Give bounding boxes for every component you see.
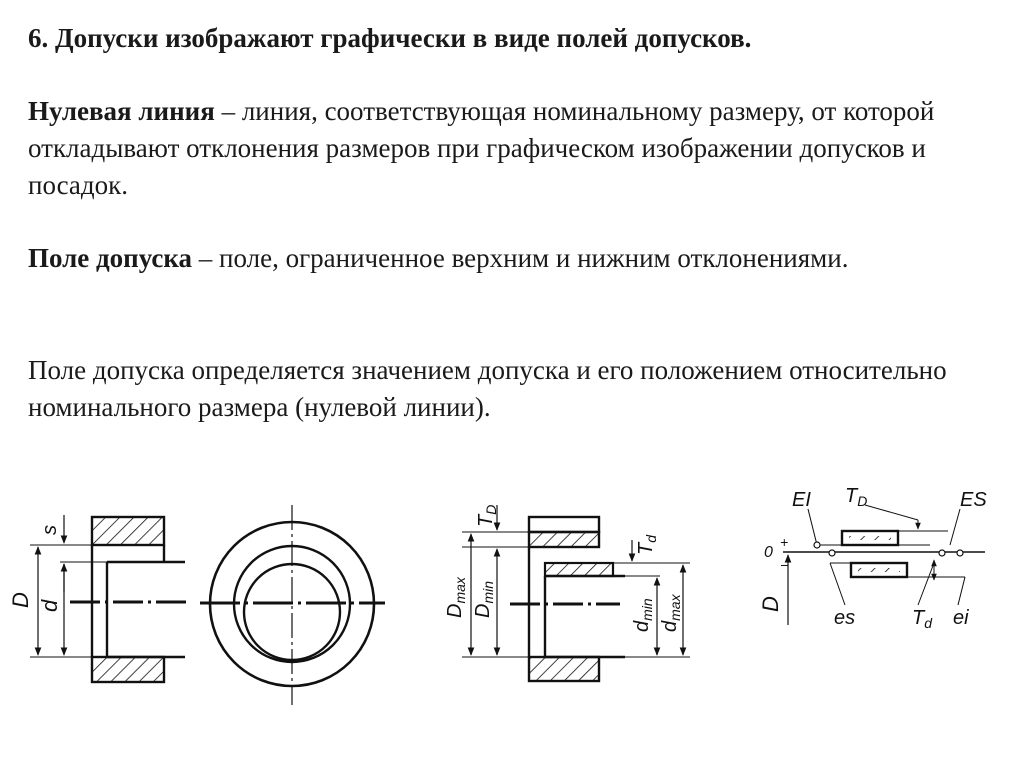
fig3-label-EI: EI bbox=[792, 489, 811, 511]
fig3-label-ES: ES bbox=[960, 489, 987, 511]
fig2-shaft-tolerance-hatch bbox=[545, 563, 613, 576]
fig2-label-Dmax: $D_{max}$ bbox=[444, 577, 468, 618]
fig3-label-minus: − bbox=[780, 557, 789, 573]
fig3-label-D: D bbox=[758, 596, 783, 612]
tolerance-field-term: Поле допуска bbox=[28, 243, 193, 273]
fig2-label-TD: $T_D$ bbox=[475, 504, 499, 527]
fig1-bottom-hatch bbox=[92, 657, 164, 682]
page-title: 6. Допуски изображают графически в виде полей допусков. bbox=[28, 23, 752, 53]
fig1-shaft bbox=[107, 562, 185, 657]
fig1-top-hatch bbox=[92, 517, 164, 545]
fig2-label-Dmin: $D_{min}$ bbox=[472, 580, 496, 618]
figure-1-bushing bbox=[30, 505, 385, 705]
fig2-label-dmax: $d_{max}$ bbox=[659, 594, 683, 632]
fig3-label-ei: ei bbox=[953, 607, 969, 629]
fig3-label-TD: $T_D$ bbox=[845, 485, 868, 509]
fig2-label-Td: $T_d$ bbox=[635, 534, 659, 555]
tolerance-field-definition: – поле, ограниченное верхним и нижним отклонениями. bbox=[192, 243, 849, 273]
fig1-label-s: s bbox=[39, 525, 61, 535]
fig3-label-zero: 0 bbox=[764, 544, 773, 561]
figure-2-limits bbox=[462, 505, 690, 681]
fig2-hole-tolerance-hatch bbox=[529, 532, 599, 547]
fig2-label-dmin: $d_{min}$ bbox=[631, 598, 655, 632]
fig1-label-d: d bbox=[37, 599, 62, 612]
fig3-label-plus: + bbox=[780, 534, 789, 550]
fig3-label-Td: $T_d$ bbox=[912, 607, 933, 631]
zero-line-term: Нулевая линия bbox=[28, 96, 215, 126]
fig1-label-D: D bbox=[8, 592, 33, 608]
fig3-label-es: es bbox=[834, 607, 856, 629]
zero-line-definition: – линия, соответствующая номинальному размеру, от которой откладывают отклонения размеров при графическом изображении допусков и посадок. bbox=[28, 96, 935, 200]
tolerance-note: Поле допуска определяется значением допуска и его положением относительно номинального размера (нулевой линии). bbox=[28, 355, 947, 422]
